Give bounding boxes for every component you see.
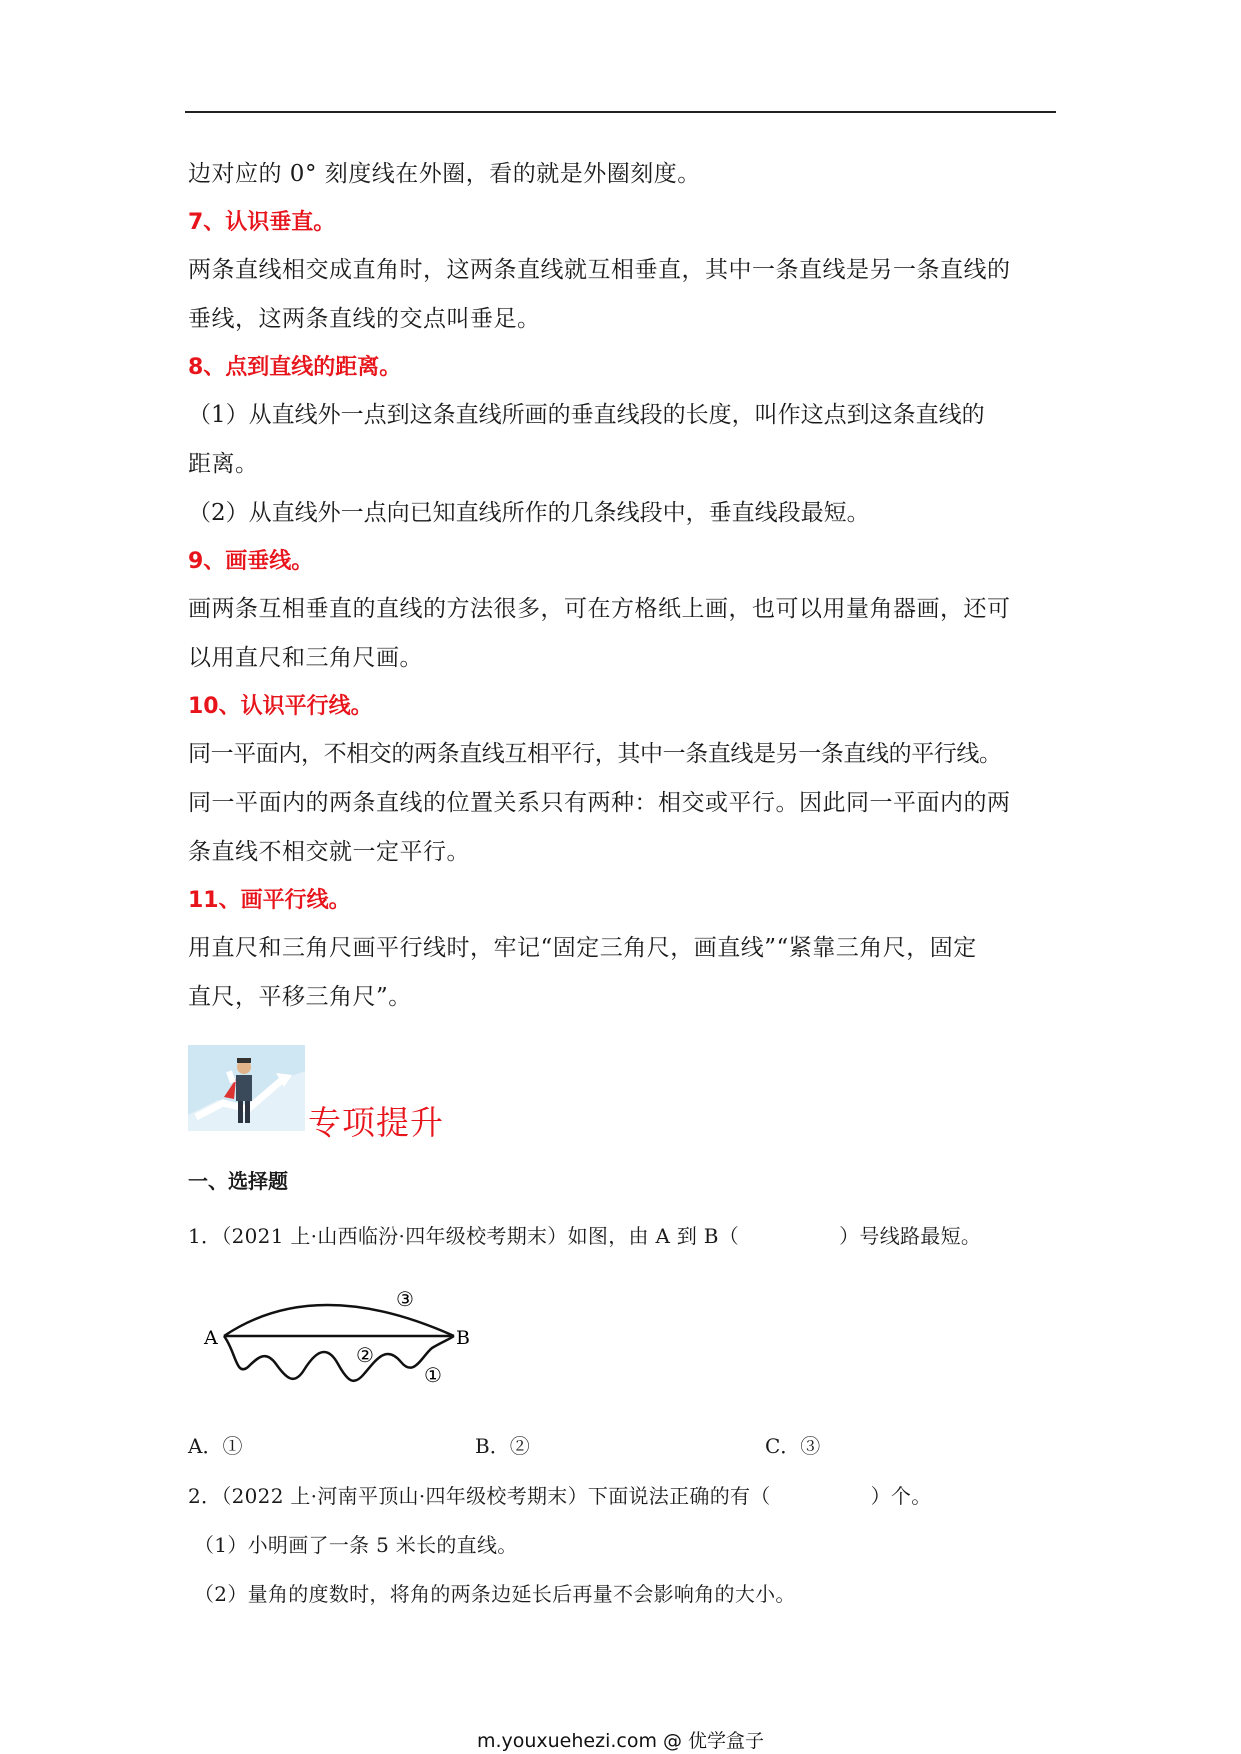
section-banner	[188, 1045, 488, 1141]
paragraph: （1）从直线外一点到这条直线所画的垂直线段的长度，叫作这点到这条直线的	[188, 402, 985, 428]
banner-title: 专项提升	[308, 1103, 444, 1142]
heading-parallel: 10、认识平行线。	[188, 694, 373, 719]
section-title: 一、选择题	[188, 1169, 288, 1193]
statement-1: （1）小明画了一条 5 米长的直线。	[194, 1533, 518, 1557]
paragraph: 直尺，平移三角尺”。	[188, 984, 412, 1010]
option-b[interactable]: B．②	[475, 1434, 530, 1458]
paragraph: 同一平面内的两条直线的位置关系只有两种：相交或平行。因此同一平面内的两	[188, 790, 1011, 816]
paragraph: 垂线，这两条直线的交点叫垂足。	[188, 306, 541, 332]
question-text: ）号线路最短。	[839, 1224, 982, 1248]
paragraph: 以用直尺和三角尺画。	[188, 645, 423, 671]
paragraph: 条直线不相交就一定平行。	[188, 839, 470, 865]
route-2-label: ②	[356, 1343, 374, 1367]
header-rule	[185, 111, 1056, 113]
route-diagram	[196, 1282, 476, 1394]
paragraph: 距离。	[188, 451, 259, 477]
question-text: 1．（2021 上·山西临汾·四年级校考期末）如图，由 A 到 B（	[188, 1224, 740, 1248]
heading-perpendicular: 7、认识垂直。	[188, 210, 336, 235]
footer-watermark: m.youxuehezi.com @ 优学盒子	[476, 1730, 765, 1752]
paragraph: 画两条互相垂直的直线的方法很多，可在方格纸上画，也可以用量角器画，还可	[188, 596, 1011, 622]
route-3-label: ③	[396, 1287, 414, 1311]
paragraph: 同一平面内，不相交的两条直线互相平行，其中一条直线是另一条直线的平行线。	[188, 741, 1002, 767]
paragraph: 两条直线相交成直角时，这两条直线就互相垂直，其中一条直线是另一条直线的	[188, 257, 1011, 283]
route-1-label: ①	[424, 1363, 442, 1387]
paragraph: 边对应的 0° 刻度线在外圈，看的就是外圈刻度。	[188, 161, 701, 187]
paragraph: 用直尺和三角尺画平行线时，牢记“固定三角尺，画直线”“紧靠三角尺，固定	[188, 935, 977, 961]
option-a[interactable]: A．①	[188, 1434, 243, 1458]
question-1	[188, 1220, 981, 1249]
heading-draw-perpendicular: 9、画垂线。	[188, 549, 314, 574]
person-chart-icon	[188, 1045, 305, 1131]
question-text: 2．（2022 上·河南平顶山·四年级校考期末）下面说法正确的有（	[188, 1484, 771, 1508]
label-a: A	[204, 1327, 218, 1349]
heading-draw-parallel: 11、画平行线。	[188, 888, 351, 913]
question-2	[188, 1480, 932, 1509]
heading-distance: 8、点到直线的距离。	[188, 355, 402, 380]
paragraph: （2）从直线外一点向已知直线所作的几条线段中，垂直线段最短。	[188, 500, 870, 526]
knowledge-points	[188, 150, 1058, 1022]
question-text: ）个。	[870, 1484, 932, 1508]
statement-2: （2）量角的度数时，将角的两条边延长后再量不会影响角的大小。	[194, 1582, 796, 1606]
option-c[interactable]: C．③	[765, 1434, 821, 1458]
label-b: B	[456, 1327, 470, 1349]
